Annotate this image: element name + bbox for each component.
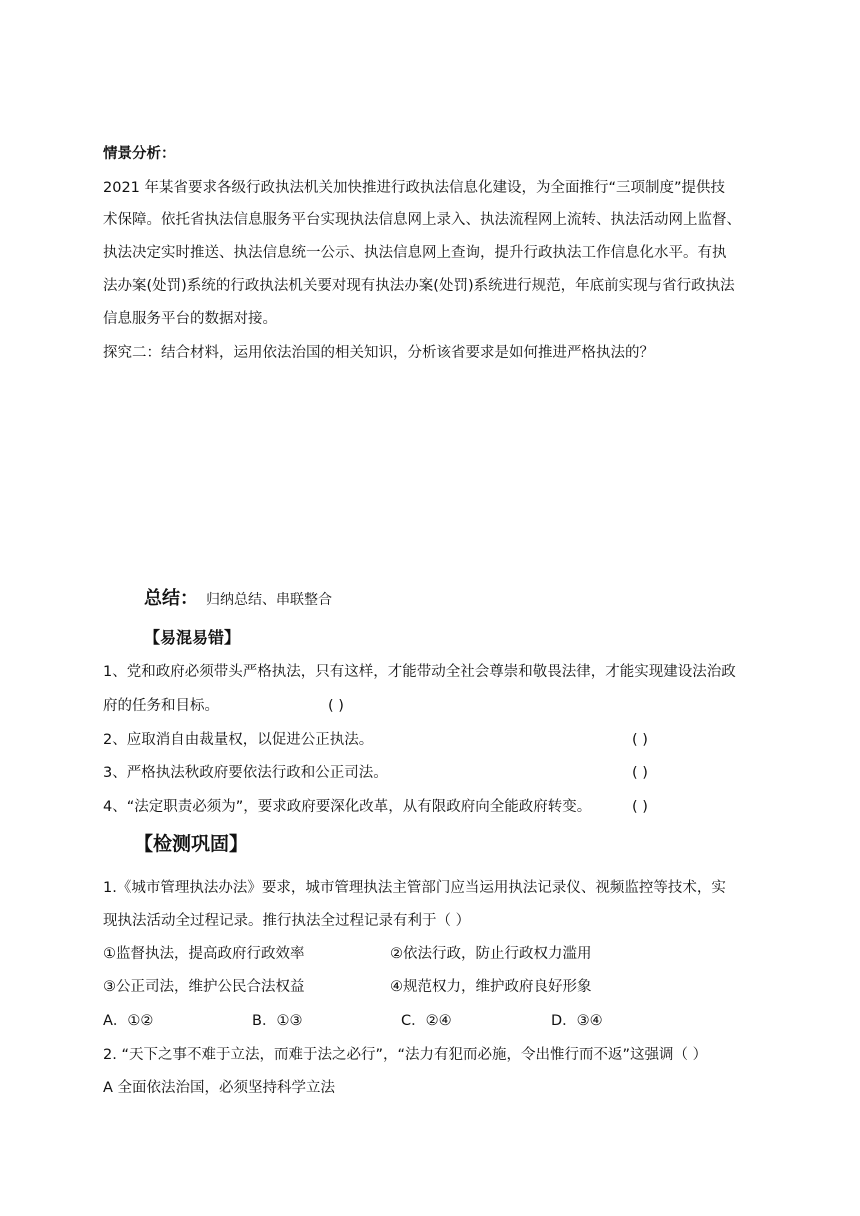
confusion-item-1-line-2: 府的任务和目标。 <box>103 698 219 714</box>
test-heading: 【检测巩固】 <box>134 833 249 855</box>
question-1-statement-1: ①监督执法，提高政府行政效率 <box>103 946 305 962</box>
scenario-line-4: 法办案(处罚)系统的行政执法机关要对现有执法办案(处罚)系统进行规范，年底前实现与省行政执法 <box>103 278 735 294</box>
question-1-choice-b: B．①③ <box>252 1013 303 1029</box>
confusion-item-3: 3、严格执法秋政府要依法行政和公正司法。 <box>103 765 388 781</box>
confusion-heading: 【易混易错】 <box>144 628 241 647</box>
question-1-statement-2: ②依法行政，防止行政权力滥用 <box>390 946 592 962</box>
confusion-item-4: 4、“法定职责必须为”，要求政府要深化改革，从有限政府向全能政府转变。 <box>103 799 592 815</box>
question-1-line-1: 1.《城市管理执法办法》要求，城市管理执法主管部门应当运用执法记录仪、视频监控等技术，实 <box>103 880 726 896</box>
confusion-item-3-answer: ( ) <box>632 765 648 781</box>
confusion-item-4-answer: ( ) <box>632 799 648 815</box>
question-1-choice-c: C．②④ <box>401 1013 452 1029</box>
scenario-line-5: 信息服务平台的数据对接。 <box>103 311 277 327</box>
question-1-choice-d: D．③④ <box>551 1013 603 1029</box>
summary-heading <box>144 589 332 610</box>
question-1-choice-a: A．①② <box>103 1013 154 1029</box>
confusion-item-1-answer: ( ) <box>328 698 344 714</box>
confusion-item-1-line-1: 1、党和政府必须带头严格执法，只有这样，才能带动全社会尊崇和敬畏法律，才能实现建设法治政 <box>103 664 736 680</box>
question-1-statement-4: ④规范权力，维护政府良好形象 <box>390 979 592 995</box>
summary-label: 总结： <box>144 588 198 609</box>
question-1-line-2: 现执法活动全过程记录。推行执法全过程记录有利于（ ） <box>103 913 471 929</box>
confusion-item-2: 2、应取消自由裁量权，以促进公正执法。 <box>103 732 374 748</box>
scenario-line-1: 2021 年某省要求各级行政执法机关加快推进行政执法信息化建设，为全面推行“三项制度”提供技 <box>103 180 726 196</box>
inquiry-question: 探究二：结合材料，运用依法治国的相关知识，分析该省要求是如何推进严格执法的？ <box>103 345 654 361</box>
confusion-item-2-answer: ( ) <box>632 732 648 748</box>
question-2-line-1: 2. “天下之事不难于立法，而难于法之必行”，“法力有犯而必施，令出惟行而不返”这强调（ ） <box>103 1047 708 1063</box>
scenario-heading: 情景分析： <box>103 146 176 162</box>
question-2-choice-a: A 全面依法治国，必须坚持科学立法 <box>103 1080 336 1096</box>
scenario-line-3: 执法决定实时推送、执法信息统一公示、执法信息网上查询，提升行政执法工作信息化水平。有执 <box>103 245 727 261</box>
scenario-line-2: 术保障。依托省执法信息服务平台实现执法信息网上录入、执法流程网上流转、执法活动网上监督、 <box>103 212 741 228</box>
summary-subtitle: 归纳总结、串联整合 <box>206 592 332 608</box>
question-1-statement-3: ③公正司法，维护公民合法权益 <box>103 979 305 995</box>
